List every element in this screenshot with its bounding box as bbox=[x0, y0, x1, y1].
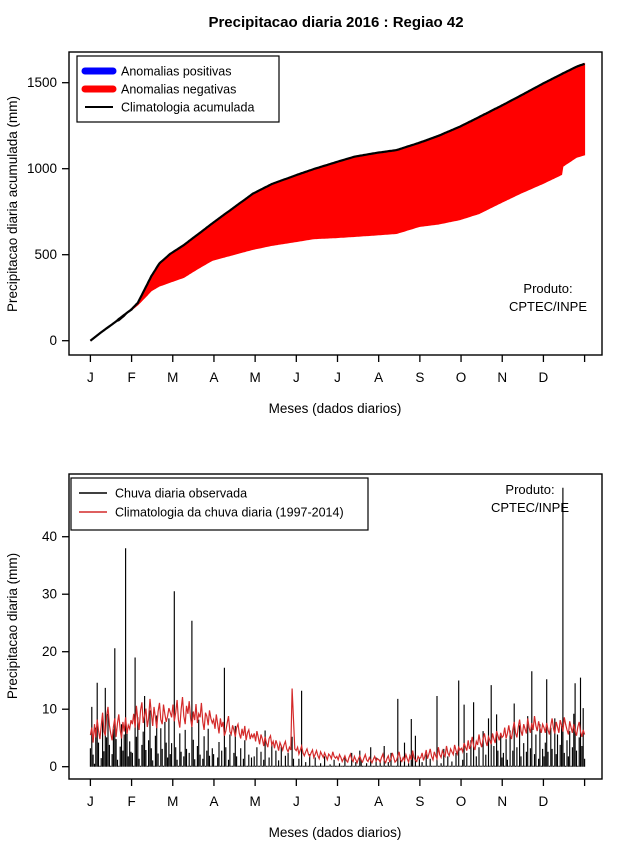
top-legend bbox=[77, 56, 279, 122]
x-tick-label-month: M bbox=[249, 370, 261, 385]
x-tick-label-month: N bbox=[497, 794, 508, 809]
x-tick-label-month: A bbox=[374, 794, 384, 809]
top-produto-line2: CPTEC/INPE bbox=[508, 299, 588, 314]
figure-title: Precipitacao diaria 2016 : Regiao 42 bbox=[208, 14, 464, 31]
x-tick-label-month: J bbox=[292, 794, 300, 809]
y-tick-label: 0 bbox=[49, 759, 57, 775]
x-tick-label-month: D bbox=[538, 370, 549, 385]
bottom-legend bbox=[71, 478, 368, 530]
x-tick-label-month: M bbox=[249, 794, 261, 809]
top-y-axis-label: Precipitacao diaria acumulada (mm) bbox=[5, 95, 20, 313]
x-tick-label-month: M bbox=[167, 370, 179, 385]
x-tick-label-month: O bbox=[455, 794, 467, 809]
y-tick-label: 1500 bbox=[26, 75, 57, 91]
y-tick-label: 30 bbox=[41, 586, 57, 602]
x-tick-label-month: J bbox=[292, 370, 300, 385]
bottom-produto-line2: CPTEC/INPE bbox=[490, 500, 570, 515]
x-tick-label-month: J bbox=[87, 370, 94, 385]
x-tick-label-month: S bbox=[415, 370, 425, 385]
x-tick-label-month: O bbox=[455, 370, 467, 385]
legend-positive-anomaly-label: Anomalias positivas bbox=[121, 64, 232, 79]
bottom-produto-annotation bbox=[491, 482, 569, 515]
y-tick-label: 500 bbox=[34, 247, 57, 263]
top-produto-annotation bbox=[509, 281, 587, 314]
x-tick-label-month: F bbox=[127, 370, 136, 385]
x-tick-label-month: M bbox=[167, 794, 179, 809]
y-tick-label: 20 bbox=[41, 644, 57, 660]
observed-accumulated-line-start bbox=[90, 309, 132, 340]
y-tick-label: 10 bbox=[41, 701, 57, 717]
legend-climatology-label: Climatologia acumulada bbox=[121, 100, 255, 115]
x-tick-label-month: A bbox=[374, 370, 384, 385]
bottom-produto-line1: Produto: bbox=[505, 482, 555, 497]
bottom-y-axis-label: Precipitacao diaria (mm) bbox=[5, 552, 20, 700]
x-tick-label-month: A bbox=[209, 794, 219, 809]
top-produto-line1: Produto: bbox=[523, 281, 573, 296]
x-tick-label-month: D bbox=[538, 794, 549, 809]
bottom-x-axis-label: Meses (dados diarios) bbox=[268, 825, 402, 840]
x-tick-label-month: F bbox=[127, 794, 136, 809]
y-tick-label: 0 bbox=[49, 333, 57, 349]
x-tick-label-month: J bbox=[87, 794, 94, 809]
top-x-axis-label: Meses (dados diarios) bbox=[268, 401, 402, 416]
legend-negative-anomaly-label: Anomalias negativas bbox=[121, 82, 237, 97]
y-tick-label: 1000 bbox=[26, 161, 57, 177]
x-tick-label-month: N bbox=[497, 370, 508, 385]
legend-daily-climatology-label: Climatologia da chuva diaria (1997-2014) bbox=[115, 505, 344, 520]
x-tick-label-month: J bbox=[334, 370, 341, 385]
bottom-chart-axes-ticks bbox=[42, 529, 585, 809]
x-tick-label-month: S bbox=[415, 794, 425, 809]
legend-observed-rain-label: Chuva diaria observada bbox=[115, 486, 248, 501]
x-tick-label-month: A bbox=[209, 370, 219, 385]
x-tick-label-month: J bbox=[334, 794, 341, 809]
y-tick-label: 40 bbox=[41, 529, 57, 545]
